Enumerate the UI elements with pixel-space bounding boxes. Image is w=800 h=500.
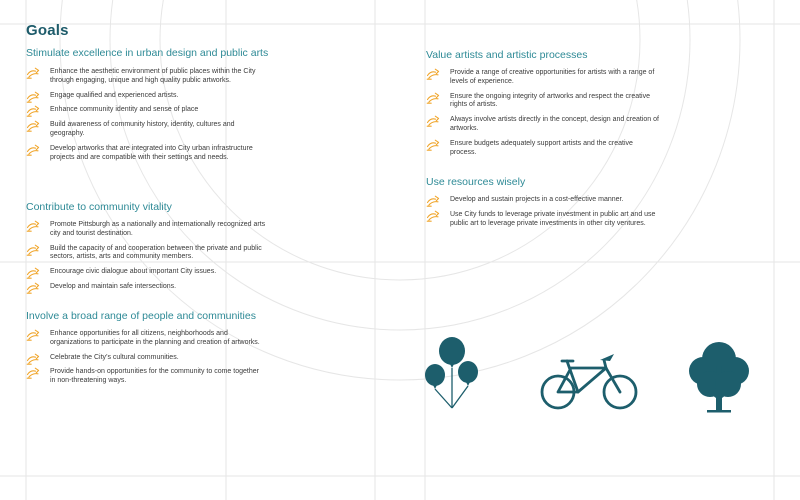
section-heading-urban-design: Stimulate excellence in urban design and public arts bbox=[26, 47, 269, 59]
goal-list-item: Build awareness of community history, identity, cultures and geography. bbox=[26, 121, 266, 139]
hand-drawn-bullet-icon bbox=[26, 120, 40, 132]
hand-drawn-bullet-icon bbox=[426, 92, 440, 104]
goal-list-item: Engage qualified and experienced artists. bbox=[26, 92, 266, 101]
page-title: Goals bbox=[26, 22, 69, 39]
tree-icon bbox=[686, 338, 752, 414]
goal-list-item: Use City funds to leverage private investment in public art and use public art to leverage private investments in other city ventures. bbox=[426, 211, 661, 229]
section-heading-value-artists: Value artists and artistic processes bbox=[426, 49, 588, 61]
goal-list-item: Provide hands-on opportunities for the community to come together in non-threatening ways. bbox=[26, 368, 266, 386]
goal-list-item: Develop artworks that are integrated into City urban infrastructure projects and are compatible with their settings and needs. bbox=[26, 145, 266, 163]
hand-drawn-bullet-icon bbox=[26, 329, 40, 341]
goal-list-value-artists bbox=[426, 69, 661, 163]
goal-list-people-communities bbox=[26, 330, 266, 392]
hand-drawn-bullet-icon bbox=[26, 282, 40, 294]
goal-list-urban-design bbox=[26, 68, 266, 168]
hand-drawn-bullet-icon bbox=[26, 267, 40, 279]
hand-drawn-bullet-icon bbox=[26, 220, 40, 232]
section-heading-people-communities: Involve a broad range of people and communities bbox=[26, 310, 256, 322]
hand-drawn-bullet-icon bbox=[26, 244, 40, 256]
hand-drawn-bullet-icon bbox=[26, 367, 40, 379]
balloons-icon bbox=[422, 336, 482, 412]
hand-drawn-bullet-icon bbox=[26, 105, 40, 117]
goal-list-item: Enhance opportunities for all citizens, neighborhoods and organizations to participate in the planning and creation of artworks. bbox=[26, 330, 266, 348]
goal-list-item: Provide a range of creative opportunities for artists with a range of levels of experience. bbox=[426, 69, 661, 87]
hand-drawn-bullet-icon bbox=[26, 353, 40, 365]
goal-list-item: Enhance the aesthetic environment of public places within the City through engaging, unique and high quality public artworks. bbox=[26, 68, 266, 86]
goal-list-item: Ensure budgets adequately support artists and the creative process. bbox=[426, 140, 661, 158]
bicycle-icon bbox=[538, 351, 640, 413]
goal-list-item: Always involve artists directly in the concept, design and creation of artworks. bbox=[426, 116, 661, 134]
hand-drawn-bullet-icon bbox=[26, 144, 40, 156]
hand-drawn-bullet-icon bbox=[426, 115, 440, 127]
goal-list-item: Promote Pittsburgh as a nationally and internationally recognized arts city and tourist destination. bbox=[26, 221, 266, 239]
goal-list-item: Enhance community identity and sense of place bbox=[26, 106, 266, 115]
goal-list-item: Develop and sustain projects in a cost-effective manner. bbox=[426, 196, 661, 205]
hand-drawn-bullet-icon bbox=[426, 139, 440, 151]
goal-list-item: Build the capacity of and cooperation between the private and public sectors, artists, arts and community members. bbox=[26, 245, 266, 263]
goal-list-item: Ensure the ongoing integrity of artworks and respect the creative rights of artists. bbox=[426, 93, 661, 111]
hand-drawn-bullet-icon bbox=[426, 210, 440, 222]
section-heading-community-vitality: Contribute to community vitality bbox=[26, 201, 172, 213]
goal-list-item: Celebrate the City’s cultural communities. bbox=[26, 354, 266, 363]
section-heading-use-resources: Use resources wisely bbox=[426, 176, 526, 188]
hand-drawn-bullet-icon bbox=[426, 68, 440, 80]
goal-list-item: Encourage civic dialogue about important City issues. bbox=[26, 268, 266, 277]
hand-drawn-bullet-icon bbox=[26, 67, 40, 79]
goal-list-item: Develop and maintain safe intersections. bbox=[26, 283, 266, 292]
hand-drawn-bullet-icon bbox=[426, 195, 440, 207]
goal-list-use-resources bbox=[426, 196, 661, 234]
hand-drawn-bullet-icon bbox=[26, 91, 40, 103]
goal-list-community-vitality bbox=[26, 221, 266, 298]
